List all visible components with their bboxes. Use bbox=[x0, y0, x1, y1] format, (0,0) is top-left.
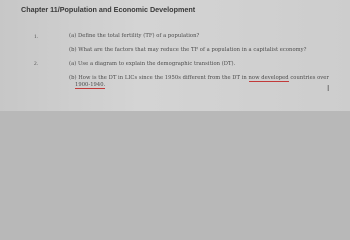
worksheet-page bbox=[0, 0, 350, 111]
question-2-number: 2. bbox=[34, 61, 39, 67]
question-2b-text-start: (b) How is the DT in LICs since the 1950s different from the DT in bbox=[69, 75, 249, 81]
underlined-phrase: now developed bbox=[248, 75, 289, 81]
underlined-date-range: 1900-1940. bbox=[75, 82, 106, 89]
question-2a-text: (a) Use a diagram to explain the demographic transition (DT). bbox=[69, 61, 236, 67]
chapter-title: Chapter 11/Population and Economic Development bbox=[21, 5, 196, 14]
question-1-number: 1. bbox=[34, 34, 39, 40]
text-cursor-icon: I bbox=[327, 84, 330, 93]
question-1b-text: (b) What are the factors that may reduce the TF of a population in a capitalist economy? bbox=[69, 47, 307, 53]
question-1a-text: (a) Define the total fertility (TF) of a population? bbox=[69, 33, 200, 39]
question-2b-continuation bbox=[69, 82, 329, 88]
question-2b-text-end: countries over bbox=[288, 75, 329, 81]
question-2b-text bbox=[69, 75, 329, 88]
